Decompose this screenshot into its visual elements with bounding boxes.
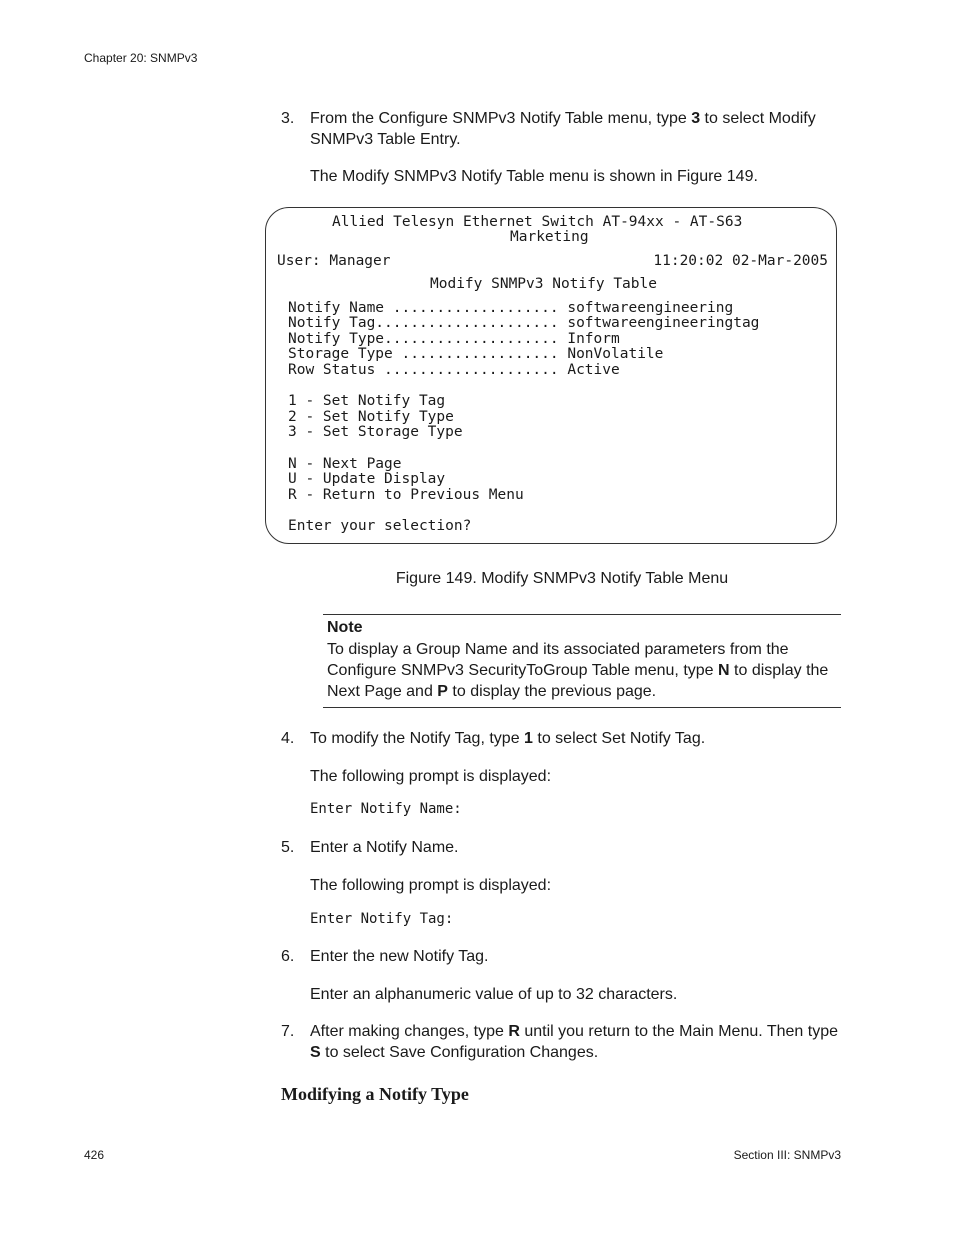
step-3-paragraph: The Modify SNMPv3 Notify Table menu is shown in Figure 149.	[310, 168, 758, 185]
step-number: 6.	[281, 948, 295, 965]
nav-next-page[interactable]: N - Next Page	[288, 456, 402, 472]
note-title: Note	[327, 619, 363, 636]
page-header: Chapter 20: SNMPv3	[84, 51, 198, 65]
terminal-screen	[265, 207, 837, 544]
step-text: After making changes, type R until you return to the Main Menu. Then type S to select Save Configuration Changes.	[310, 1023, 838, 1061]
field-notify-type: Notify Type.................... Inform	[288, 331, 620, 347]
step-text: To modify the Notify Tag, type 1 to select Set Notify Tag.	[310, 730, 706, 747]
step-text: Enter the new Notify Tag.	[310, 948, 489, 965]
section-subheading: Modifying a Notify Type	[281, 1084, 469, 1104]
step-number: 5.	[281, 839, 295, 856]
step-6-paragraph: Enter an alphanumeric value of up to 32 characters.	[310, 986, 678, 1003]
footer-section: Section III: SNMPv3	[733, 1148, 841, 1162]
terminal-menu-title: Modify SNMPv3 Notify Table	[430, 276, 657, 292]
nav-update-display[interactable]: U - Update Display	[288, 471, 446, 487]
step-4-paragraph: The following prompt is displayed:	[310, 768, 552, 785]
option-set-notify-tag[interactable]: 1 - Set Notify Tag	[288, 393, 446, 409]
step-text: Enter a Notify Name.	[310, 839, 459, 856]
figure-caption: Figure 149. Modify SNMPv3 Notify Table Menu	[395, 570, 729, 587]
terminal-datetime: 11:20:02 02-Mar-2005	[653, 253, 828, 269]
option-set-notify-type[interactable]: 2 - Set Notify Type	[288, 409, 454, 425]
field-notify-name: Notify Name ................... softwareengineering	[288, 300, 734, 316]
nav-return-previous[interactable]: R - Return to Previous Menu	[288, 487, 524, 503]
step-number: 4.	[281, 730, 295, 747]
step-number: 3.	[281, 110, 295, 127]
step-5-paragraph: The following prompt is displayed:	[310, 877, 552, 894]
field-storage-type: Storage Type .................. NonVolatile	[288, 346, 664, 362]
prompt-enter-notify-name: Enter Notify Name:	[310, 801, 462, 817]
terminal-subtitle: Marketing	[510, 229, 589, 245]
option-set-storage-type[interactable]: 3 - Set Storage Type	[288, 424, 463, 440]
terminal-prompt[interactable]: Enter your selection?	[288, 518, 472, 534]
step-text: From the Configure SNMPv3 Notify Table menu, type 3 to select Modify SNMPv3 Table Entry.	[310, 110, 816, 148]
note-body: To display a Group Name and its associated parameters from the Configure SNMPv3 SecurityToGroup Table menu, type N to display the Next Page and P to display the previous page.	[327, 641, 829, 700]
prompt-enter-notify-tag: Enter Notify Tag:	[310, 911, 454, 927]
field-row-status: Row Status .................... Active	[288, 362, 620, 378]
step-number: 7.	[281, 1023, 295, 1040]
note-box	[323, 614, 841, 708]
field-notify-tag: Notify Tag..................... softwareengineeringtag	[288, 315, 760, 331]
terminal-title: Allied Telesyn Ethernet Switch AT-94xx - AT-S63	[332, 214, 743, 230]
page-number: 426	[84, 1148, 105, 1162]
terminal-user: User: Manager	[277, 253, 391, 269]
